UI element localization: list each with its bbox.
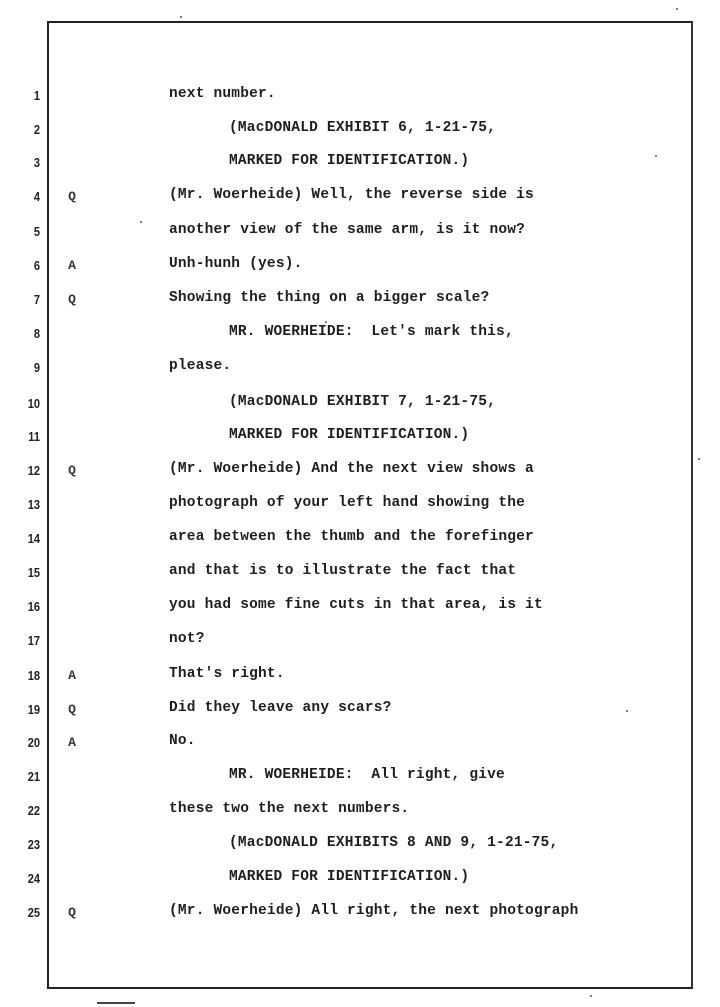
speaker-marker: Q — [68, 463, 76, 478]
scan-speck — [626, 710, 628, 712]
line-number: 25 — [27, 905, 40, 920]
transcript-line-text: (MacDONALD EXHIBIT 6, 1-21-75, — [229, 120, 497, 136]
transcript-line-text: MARKED FOR IDENTIFICATION.) — [229, 153, 470, 169]
footer-mark — [97, 1002, 135, 1004]
line-number: 20 — [27, 735, 40, 750]
transcript-line-text: MR. WOERHEIDE: All right, give — [229, 767, 505, 783]
speaker-marker: A — [68, 668, 76, 683]
line-number: 14 — [27, 531, 40, 546]
transcript-line-text: these two the next numbers. — [169, 801, 410, 817]
line-number: 2 — [33, 122, 40, 137]
transcript-line-text: Did they leave any scars? — [169, 700, 392, 716]
transcript-line-text: That's right. — [169, 666, 285, 682]
line-number: 24 — [27, 871, 40, 886]
line-number: 19 — [27, 702, 40, 717]
line-number: 17 — [27, 633, 40, 648]
transcript-line-text: MARKED FOR IDENTIFICATION.) — [229, 427, 470, 443]
line-number: 1 — [33, 88, 40, 103]
line-number: 21 — [27, 769, 40, 784]
transcript-line-text: (Mr. Woerheide) Well, the reverse side is — [169, 187, 534, 203]
scan-speck — [180, 16, 182, 18]
scan-speck — [676, 8, 678, 10]
transcript-line-text: and that is to illustrate the fact that — [169, 563, 517, 579]
transcript-line-text: area between the thumb and the forefinger — [169, 529, 534, 545]
transcript-line-text: (Mr. Woerheide) And the next view shows a — [169, 461, 534, 477]
transcript-line-text: (MacDONALD EXHIBIT 7, 1-21-75, — [229, 394, 497, 410]
scan-speck — [655, 155, 657, 157]
line-number: 22 — [27, 803, 40, 818]
line-number: 13 — [27, 497, 40, 512]
transcript-line-text: you had some fine cuts in that area, is it — [169, 597, 543, 613]
line-number: 16 — [27, 599, 40, 614]
speaker-marker: Q — [68, 905, 76, 920]
line-number: 15 — [27, 565, 40, 580]
line-number: 9 — [33, 360, 40, 375]
scan-speck — [698, 458, 700, 460]
line-number: 6 — [33, 258, 40, 273]
line-number: 10 — [27, 396, 40, 411]
speaker-marker: Q — [68, 292, 76, 307]
speaker-marker: Q — [68, 189, 76, 204]
transcript-line-text: (MacDONALD EXHIBITS 8 AND 9, 1-21-75, — [229, 835, 559, 851]
line-number: 3 — [33, 155, 40, 170]
line-number: 7 — [33, 292, 40, 307]
transcript-line-text: not? — [169, 631, 205, 647]
transcript-line-text: (Mr. Woerheide) All right, the next photograph — [169, 903, 579, 919]
line-number: 8 — [33, 326, 40, 341]
scan-speck — [590, 995, 592, 997]
transcript-line-text: MR. WOERHEIDE: Let's mark this, — [229, 324, 514, 340]
line-number: 23 — [27, 837, 40, 852]
transcript-line-text: another view of the same arm, is it now? — [169, 222, 526, 238]
line-number: 12 — [27, 463, 40, 478]
line-number: 4 — [33, 189, 40, 204]
line-number: 5 — [33, 224, 40, 239]
transcript-line-text: please. — [169, 358, 232, 374]
speaker-marker: A — [68, 258, 76, 273]
transcript-line-text: MARKED FOR IDENTIFICATION.) — [229, 869, 470, 885]
transcript-line-text: next number. — [169, 86, 276, 102]
transcript-line-text: Showing the thing on a bigger scale? — [169, 290, 490, 306]
line-number: 18 — [27, 668, 40, 683]
scan-speck — [140, 221, 142, 223]
transcript-line-text: Unh-hunh (yes). — [169, 256, 303, 272]
scan-speck — [325, 321, 327, 323]
speaker-marker: Q — [68, 702, 76, 717]
speaker-marker: A — [68, 735, 76, 750]
line-number: 11 — [28, 429, 40, 444]
transcript-line-text: No. — [169, 733, 196, 749]
transcript-line-text: photograph of your left hand showing the — [169, 495, 526, 511]
